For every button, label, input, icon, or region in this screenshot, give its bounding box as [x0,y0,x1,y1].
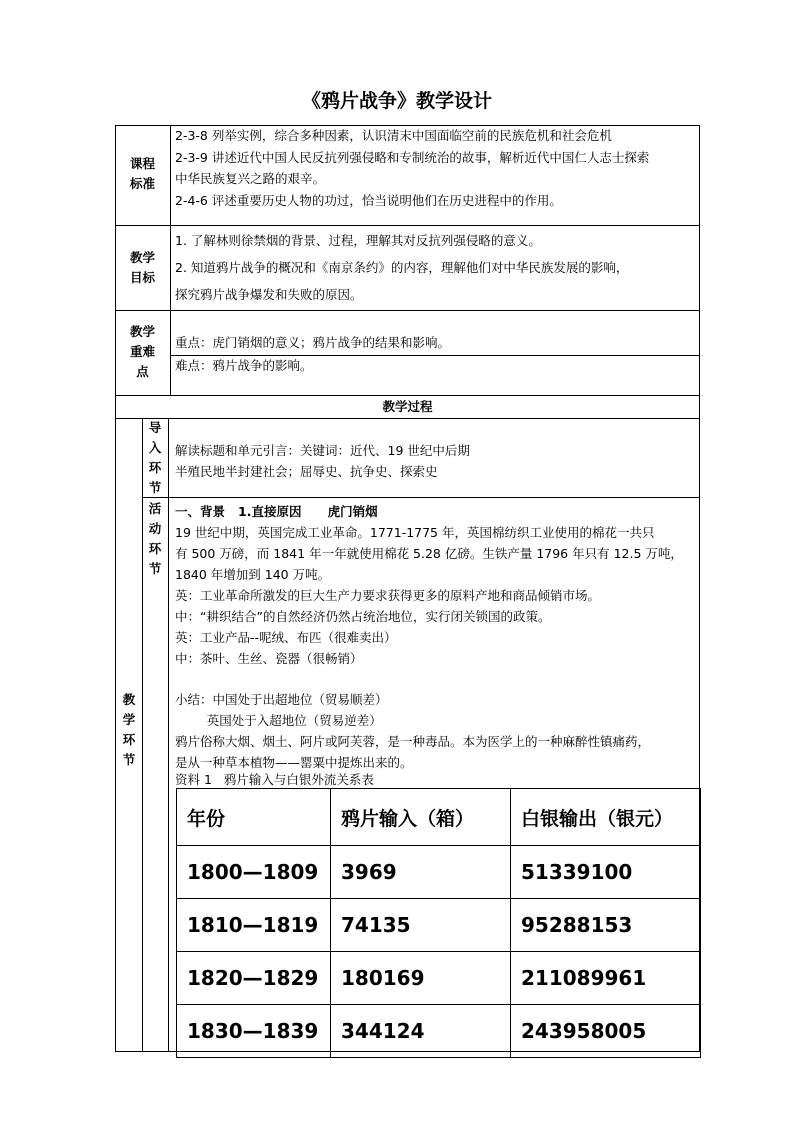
activity-label-char: 节 [148,561,162,576]
activity-line: 鸦片俗称大烟、烟土、阿片或阿芙蓉，是一种毒品。本为医学上的一种麻醉性镇痛药， [175,734,651,749]
row-divider-intro [142,497,700,498]
key-points-label-line: 点 [136,364,149,379]
standards-line: 2-4-6 评述重要历史人物的功过，恰当说明他们在历史进程中的作用。 [175,193,562,208]
table-cell: 1810—1819 [177,899,331,952]
table-cell: 211089961 [511,952,701,1005]
activity-line: 中：茶叶、生丝、瓷器（很畅销） [175,651,363,666]
process-outer-label-char: 环 [122,732,136,747]
table-row [177,1005,701,1058]
activity-label [146,499,164,579]
table-row [177,846,701,899]
activity-line: 小结：中国处于出超地位（贸易顺差） [175,692,388,707]
intro-line: 半殖民地半封建社会；屈辱史、抗争史、探索史 [175,464,438,479]
key-focus-text: 重点：虎门销烟的意义；鸦片战争的结果和影响。 [175,335,451,350]
row-divider-standards [115,225,700,226]
row-divider-keypoints [115,395,700,396]
activity-label-char: 动 [148,521,162,536]
process-heading: 教学过程 [382,399,433,414]
table-cell: 51339100 [511,846,701,899]
intro-label [146,418,164,498]
inner-label-divider [168,418,169,1052]
intro-label-char: 节 [148,480,162,495]
standards-line: 2-3-9 讲述近代中国人民反抗列强侵略和专制统治的故事，解析近代中国仁人志士探索 [175,150,650,165]
key-points-label [115,322,170,382]
table-cell: 180169 [331,952,511,1005]
process-outer-label [120,690,138,770]
key-points-label-line: 教学 [129,324,155,339]
table-cell: 95288153 [511,899,701,952]
objectives-line: 探究鸦片战争爆发和失败的原因。 [175,287,363,302]
activity-line: 是从一种草本植物——罂粟中提炼出来的。 [175,755,413,770]
opium-silver-table [176,788,701,1058]
activity-line: 中：“耕织结合”的自然经济仍然占统治地位，实行闭关锁国的政策。 [175,609,551,624]
row-divider-objectives [115,310,700,311]
objectives-label-line: 教学 [129,250,155,265]
standards-label-line: 课程 [129,156,155,171]
activity-line: 1840 年增加到 140 万吨。 [175,567,331,582]
intro-label-char: 环 [148,460,162,475]
row-divider-process-heading [115,418,700,419]
activity-line: 有 500 万磅，而 1841 年一年就使用棉花 5.28 亿磅。生铁产量 1796 年只有 12.5 万吨， [175,546,683,561]
key-points-label-line: 重难 [129,344,155,359]
objectives-line: 2. 知道鸦片战争的概况和《南京条约》的内容，理解他们对中华民族发展的影响， [175,260,629,275]
standards-line: 中华民族复兴之路的艰辛。 [175,171,326,186]
activity-line: 19 世纪中期，英国完成工业革命。1771-1775 年，英国棉纺织工业使用的棉花一共只 [175,525,655,540]
outer-label-divider [142,418,143,1052]
table-cell: 3969 [331,846,511,899]
table-cell: 1820—1829 [177,952,331,1005]
table-cell: 344124 [331,1005,511,1058]
document-title: 《鸦片战争》教学设计 [301,90,492,112]
table-header-cell: 鸦片输入（箱） [331,789,511,846]
activity-line: 资料 1 鸦片输入与白银外流关系表 [175,772,374,787]
activity-line: 英国处于入超地位（贸易逆差） [175,713,382,728]
activity-heading: 一、背景 1.直接原因 虎门销烟 [175,504,378,519]
table-cell: 1800—1809 [177,846,331,899]
table-header-cell: 年份 [177,789,331,846]
objectives-line: 1. 了解林则徐禁烟的背景、过程，理解其对反抗列强侵略的意义。 [175,233,541,248]
key-difficulty-text: 难点：鸦片战争的影响。 [175,358,313,373]
process-outer-label-char: 学 [122,712,136,727]
process-outer-label-char: 节 [122,752,136,767]
activity-label-char: 环 [148,541,162,556]
table-header-row [177,789,701,846]
objectives-label-line: 目标 [129,270,155,285]
table-header-cell: 白银输出（银元） [511,789,701,846]
activity-label-char: 活 [148,501,162,516]
table-cell: 243958005 [511,1005,701,1058]
table-row [177,952,701,1005]
table-row [177,899,701,952]
table-cell: 1830—1839 [177,1005,331,1058]
standards-label-line: 标准 [129,176,155,191]
intro-label-char: 导 [148,420,162,435]
intro-label-char: 入 [148,440,162,455]
activity-line: 英：工业产品--呢绒、布匹（很难卖出） [175,630,397,645]
objectives-label [115,248,170,288]
standards-label [115,154,170,194]
activity-line: 英：工业革命所激发的巨大生产力要求获得更多的原料产地和商品倾销市场。 [175,588,601,603]
standards-line: 2-3-8 列举实例，综合多种因素，认识清末中国面临空前的民族危机和社会危机 [175,128,612,143]
process-outer-label-char: 教 [122,692,136,707]
intro-line: 解读标题和单元引言：关键词：近代、19 世纪中后期 [175,443,470,458]
table-cell: 74135 [331,899,511,952]
